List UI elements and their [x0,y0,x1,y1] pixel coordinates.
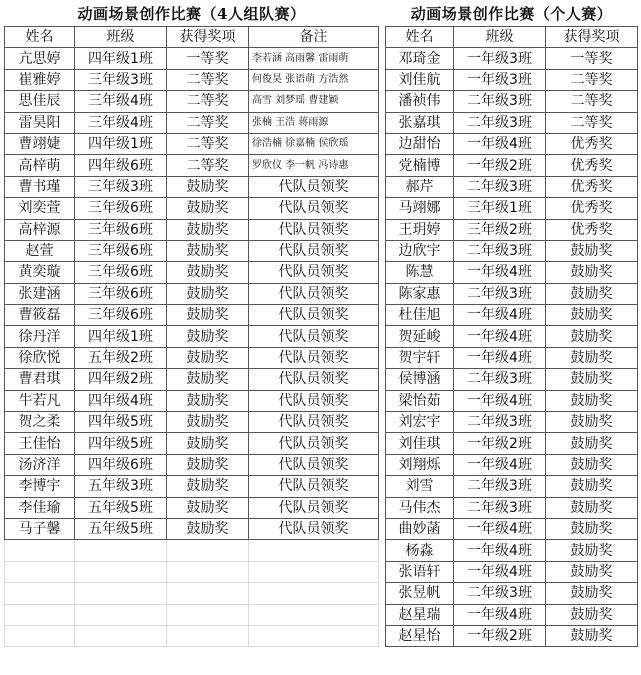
class-cell: 三年级6班 [75,283,167,304]
name-cell: 汤济洋 [5,454,75,475]
class-cell: 四年级2班 [75,369,167,390]
class-cell: 二年级3班 [454,583,546,604]
table-row [5,69,379,90]
award-cell: 鼓励奖 [167,347,249,368]
class-cell: 三年级6班 [75,219,167,240]
note-cell: 代队员领奖 [249,454,379,475]
empty-cell [5,625,75,646]
award-cell: 鼓励奖 [167,219,249,240]
empty-row [5,604,379,625]
column-header-class: 班级 [75,27,167,48]
class-cell: 三年级3班 [75,69,167,90]
award-cell: 一等奖 [167,48,249,69]
name-cell: 杨淼 [386,540,454,561]
note-cell: 代队员领奖 [249,476,379,497]
note-cell: 何俊昊 张语萌 方浩然 [249,69,379,90]
award-cell: 鼓励奖 [167,176,249,197]
column-header-class: 班级 [454,27,546,48]
name-cell: 曲妙菡 [386,518,454,539]
name-cell: 陈家惠 [386,283,454,304]
column-header-award: 获得奖项 [167,27,249,48]
name-cell: 刘佳琪 [386,433,454,454]
empty-cell [249,625,379,646]
name-cell: 高梓源 [5,219,75,240]
name-cell: 刘奕萱 [5,198,75,219]
table-row [386,369,638,390]
name-cell: 张语轩 [386,561,454,582]
award-cell: 鼓励奖 [546,347,638,368]
table-row [5,262,379,283]
table-row [5,91,379,112]
empty-row [5,561,379,582]
award-cell: 鼓励奖 [546,497,638,518]
award-cell: 鼓励奖 [546,262,638,283]
column-header-note: 备注 [249,27,379,48]
table-row [5,518,379,539]
note-cell: 代队员领奖 [249,198,379,219]
award-cell: 鼓励奖 [546,561,638,582]
award-cell: 二等奖 [167,91,249,112]
name-cell: 贺延峻 [386,326,454,347]
name-cell: 张嘉琪 [386,112,454,133]
name-cell: 李博宇 [5,476,75,497]
table-row [5,219,379,240]
table-row [5,326,379,347]
name-cell: 梁怡茹 [386,390,454,411]
note-cell: 代队员领奖 [249,262,379,283]
table-row [5,133,379,154]
empty-cell [167,625,249,646]
class-cell: 二年级3班 [454,112,546,133]
table-row [386,625,638,646]
table-row [5,369,379,390]
award-cell: 鼓励奖 [546,625,638,646]
class-cell: 四年级6班 [75,155,167,176]
award-cell: 鼓励奖 [167,497,249,518]
table-row [386,283,638,304]
empty-cell [75,604,167,625]
class-cell: 一年级4班 [454,133,546,154]
class-cell: 五年级5班 [75,497,167,518]
empty-cell [5,604,75,625]
individual-table [385,26,638,647]
table-row [386,262,638,283]
class-cell: 三年级4班 [75,91,167,112]
name-cell: 马翊娜 [386,198,454,219]
name-cell: 邓琦金 [386,48,454,69]
class-cell: 四年级1班 [75,133,167,154]
name-cell: 高梓萌 [5,155,75,176]
individual-table-title: 动画场景创作比赛（个人赛） [410,5,613,23]
class-cell: 一年级4班 [454,390,546,411]
class-cell: 一年级4班 [454,604,546,625]
name-cell: 雷昊阳 [5,112,75,133]
note-cell: 代队员领奖 [249,326,379,347]
empty-cell [167,604,249,625]
name-cell: 边欣宇 [386,240,454,261]
note-cell: 代队员领奖 [249,240,379,261]
award-cell: 鼓励奖 [546,240,638,261]
name-cell: 徐欣悦 [5,347,75,368]
award-cell: 二等奖 [167,155,249,176]
name-cell: 张昱帆 [386,583,454,604]
name-cell: 曹书瑾 [5,176,75,197]
award-cell: 鼓励奖 [546,326,638,347]
class-cell: 四年级5班 [75,433,167,454]
class-cell: 二年级3班 [454,476,546,497]
award-cell: 鼓励奖 [167,476,249,497]
table-row [386,219,638,240]
team-table-title: 动画场景创作比赛（4人组队赛） [77,5,306,23]
empty-cell [249,604,379,625]
award-cell: 鼓励奖 [546,583,638,604]
award-cell: 二等奖 [546,91,638,112]
award-cell: 鼓励奖 [167,326,249,347]
header-row [386,27,638,48]
table-row [386,133,638,154]
note-cell: 代队员领奖 [249,219,379,240]
name-cell: 贺之柔 [5,412,75,433]
name-cell: 潘祯伟 [386,91,454,112]
class-cell: 三年级6班 [75,240,167,261]
empty-cell [5,561,75,582]
empty-cell [75,540,167,561]
table-row [386,112,638,133]
name-cell: 贺宇轩 [386,347,454,368]
table-row [386,176,638,197]
award-cell: 鼓励奖 [167,198,249,219]
empty-cell [5,540,75,561]
class-cell: 一年级3班 [454,69,546,90]
table-row [5,433,379,454]
award-cell: 二等奖 [167,69,249,90]
table-row [5,347,379,368]
table-row [386,583,638,604]
name-cell: 刘佳航 [386,69,454,90]
empty-cell [249,540,379,561]
name-cell: 刘翔烁 [386,454,454,475]
empty-cell [75,561,167,582]
class-cell: 一年级3班 [454,48,546,69]
table-row [5,198,379,219]
note-cell: 代队员领奖 [249,497,379,518]
award-cell: 鼓励奖 [546,390,638,411]
name-cell: 曹君琪 [5,369,75,390]
table-row [386,347,638,368]
award-cell: 鼓励奖 [546,369,638,390]
table-row [5,240,379,261]
name-cell: 边甜怡 [386,133,454,154]
table-row [386,91,638,112]
table-row [5,390,379,411]
empty-cell [5,583,75,604]
header-row [5,27,379,48]
class-cell: 二年级3班 [454,283,546,304]
class-cell: 四年级1班 [75,48,167,69]
name-cell: 牛若凡 [5,390,75,411]
table-row [386,561,638,582]
award-cell: 鼓励奖 [546,433,638,454]
name-cell: 王佳怡 [5,433,75,454]
table-row [386,69,638,90]
table-row [386,48,638,69]
class-cell: 四年级4班 [75,390,167,411]
table-row [386,454,638,475]
class-cell: 一年级4班 [454,347,546,368]
award-cell: 鼓励奖 [167,518,249,539]
class-cell: 一年级2班 [454,155,546,176]
empty-cell [249,583,379,604]
note-cell: 高雪 刘梦瑶 曹建颖 [249,91,379,112]
table-row [5,454,379,475]
award-cell: 鼓励奖 [167,262,249,283]
empty-row [5,625,379,646]
class-cell: 二年级3班 [454,412,546,433]
award-cell: 二等奖 [546,112,638,133]
note-cell: 代队员领奖 [249,347,379,368]
table-row [5,412,379,433]
table-row [386,305,638,326]
table-row [5,112,379,133]
name-cell: 郝芹 [386,176,454,197]
class-cell: 四年级5班 [75,412,167,433]
empty-cell [75,583,167,604]
table-row [386,433,638,454]
award-cell: 鼓励奖 [167,433,249,454]
table-row [5,155,379,176]
name-cell: 赵星怡 [386,625,454,646]
table-row [5,48,379,69]
award-cell: 二等奖 [167,133,249,154]
note-cell: 代队员领奖 [249,518,379,539]
empty-row [5,583,379,604]
table-row [386,240,638,261]
award-cell: 鼓励奖 [167,369,249,390]
award-cell: 鼓励奖 [546,540,638,561]
class-cell: 一年级4班 [454,454,546,475]
class-cell: 二年级3班 [454,240,546,261]
team-sheet [4,2,379,647]
name-cell: 马伟杰 [386,497,454,518]
column-header-name: 姓名 [5,27,75,48]
team-table [4,26,379,647]
class-cell: 四年级6班 [75,454,167,475]
column-header-award: 获得奖项 [546,27,638,48]
award-cell: 鼓励奖 [167,390,249,411]
empty-cell [167,540,249,561]
award-cell: 鼓励奖 [167,240,249,261]
award-cell: 二等奖 [167,112,249,133]
class-cell: 一年级4班 [454,305,546,326]
award-cell: 鼓励奖 [546,305,638,326]
name-cell: 李佳瑜 [5,497,75,518]
name-cell: 思佳辰 [5,91,75,112]
name-cell: 侯博涵 [386,369,454,390]
class-cell: 一年级4班 [454,518,546,539]
name-cell: 崔雅婷 [5,69,75,90]
table-row [386,497,638,518]
table-row [386,198,638,219]
table-row [5,283,379,304]
class-cell: 一年级2班 [454,625,546,646]
name-cell: 刘宏宇 [386,412,454,433]
award-cell: 鼓励奖 [546,604,638,625]
name-cell: 赵萱 [5,240,75,261]
note-cell: 代队员领奖 [249,176,379,197]
class-cell: 一年级4班 [454,326,546,347]
class-cell: 三年级6班 [75,305,167,326]
note-cell: 张楠 王浩 蒋雨源 [249,112,379,133]
class-cell: 二年级3班 [454,91,546,112]
empty-cell [249,561,379,582]
class-cell: 三年级1班 [454,198,546,219]
award-cell: 优秀奖 [546,198,638,219]
award-cell: 鼓励奖 [546,283,638,304]
empty-row [5,540,379,561]
name-cell: 曹翊婕 [5,133,75,154]
table-row [386,540,638,561]
name-cell: 亢思婷 [5,48,75,69]
empty-cell [75,625,167,646]
table-row [386,155,638,176]
class-cell: 一年级4班 [454,262,546,283]
award-cell: 优秀奖 [546,155,638,176]
name-cell: 赵星瑞 [386,604,454,625]
table-row [5,497,379,518]
table-row [386,476,638,497]
award-cell: 二等奖 [546,69,638,90]
award-cell: 鼓励奖 [167,283,249,304]
column-header-name: 姓名 [386,27,454,48]
award-cell: 鼓励奖 [546,476,638,497]
class-cell: 三年级6班 [75,198,167,219]
class-cell: 五年级3班 [75,476,167,497]
empty-cell [167,583,249,604]
table-row [5,305,379,326]
name-cell: 党楠博 [386,155,454,176]
class-cell: 五年级2班 [75,347,167,368]
class-cell: 三年级2班 [454,219,546,240]
name-cell: 曹筱磊 [5,305,75,326]
award-cell: 优秀奖 [546,133,638,154]
award-cell: 鼓励奖 [167,412,249,433]
note-cell: 徐浩楠 徐嘉楠 侯欣瑶 [249,133,379,154]
table-row [5,476,379,497]
class-cell: 四年级1班 [75,326,167,347]
name-cell: 张建涵 [5,283,75,304]
award-cell: 鼓励奖 [546,518,638,539]
award-cell: 鼓励奖 [167,454,249,475]
table-row [386,412,638,433]
name-cell: 陈慧 [386,262,454,283]
note-cell: 代队员领奖 [249,305,379,326]
table-row [386,518,638,539]
note-cell: 代队员领奖 [249,412,379,433]
class-cell: 一年级2班 [454,433,546,454]
name-cell: 黄奕璇 [5,262,75,283]
class-cell: 三年级4班 [75,112,167,133]
award-cell: 鼓励奖 [546,454,638,475]
note-cell: 代队员领奖 [249,369,379,390]
table-row [386,326,638,347]
name-cell: 徐丹洋 [5,326,75,347]
award-cell: 优秀奖 [546,219,638,240]
note-cell: 代队员领奖 [249,283,379,304]
class-cell: 二年级3班 [454,369,546,390]
note-cell: 代队员领奖 [249,433,379,454]
individual-sheet [385,2,638,647]
class-cell: 五年级5班 [75,518,167,539]
class-cell: 三年级6班 [75,262,167,283]
award-cell: 鼓励奖 [546,412,638,433]
empty-cell [167,561,249,582]
name-cell: 杜佳旭 [386,305,454,326]
class-cell: 二年级3班 [454,176,546,197]
name-cell: 王玥婷 [386,219,454,240]
award-cell: 鼓励奖 [167,305,249,326]
class-cell: 一年级4班 [454,561,546,582]
class-cell: 二年级3班 [454,497,546,518]
name-cell: 刘雪 [386,476,454,497]
class-cell: 三年级3班 [75,176,167,197]
note-cell: 代队员领奖 [249,390,379,411]
award-cell: 一等奖 [546,48,638,69]
name-cell: 马子馨 [5,518,75,539]
table-row [386,390,638,411]
note-cell: 罗欣仪 李一帆 冯诗惠 [249,155,379,176]
table-row [386,604,638,625]
table-row [5,176,379,197]
class-cell: 一年级4班 [454,540,546,561]
note-cell: 李若涵 高雨馨 雷雨萌 [249,48,379,69]
award-cell: 优秀奖 [546,176,638,197]
